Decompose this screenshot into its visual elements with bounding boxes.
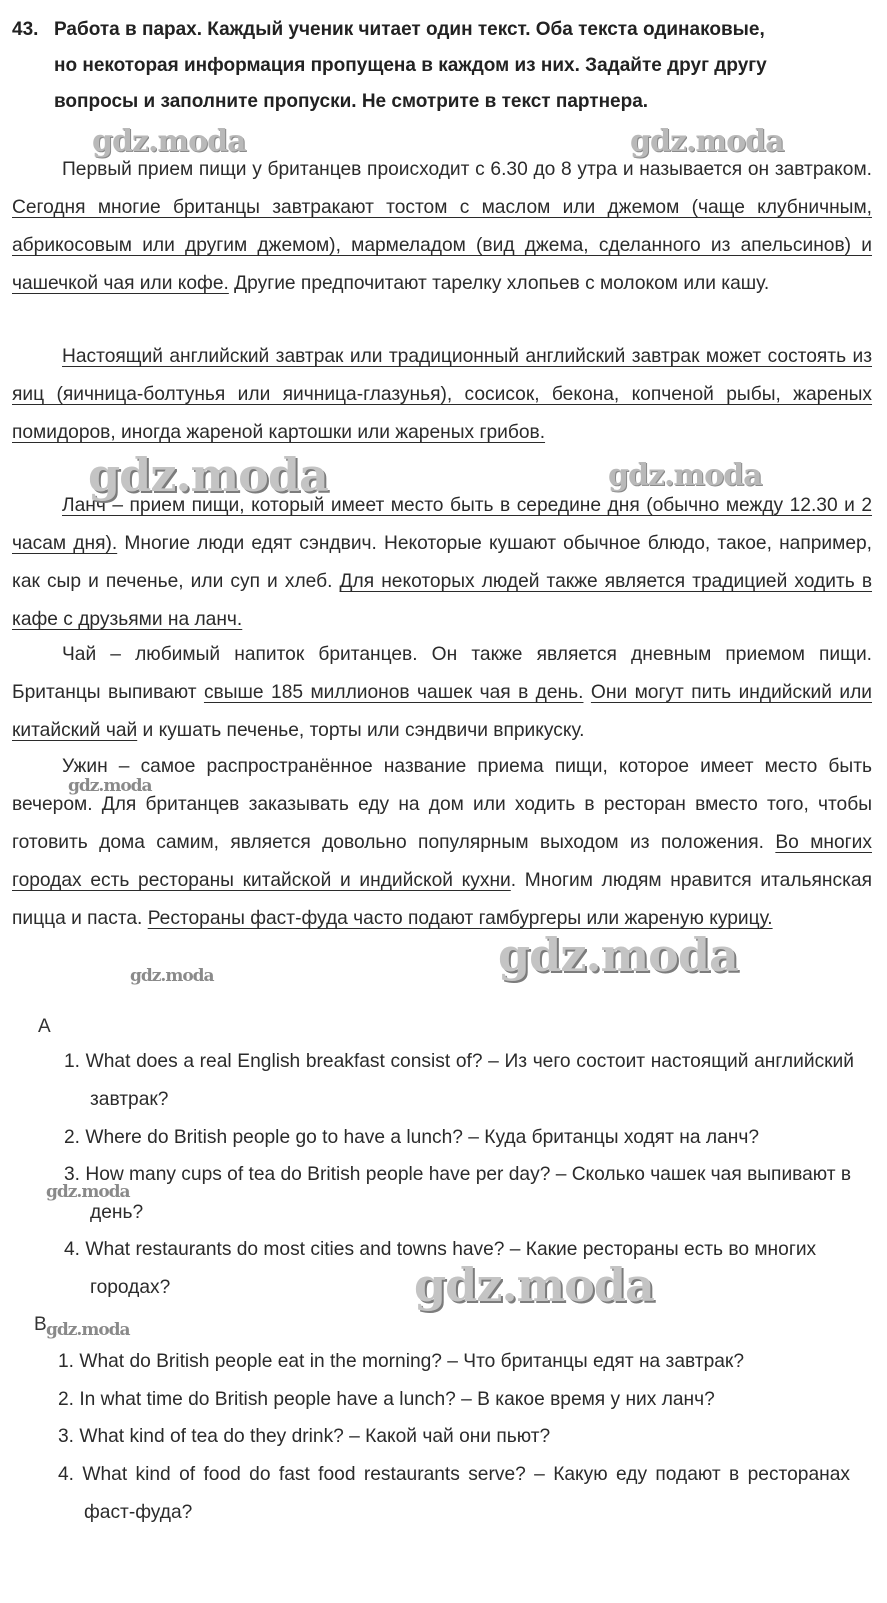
p3-underlined-2: Для некоторых людей также является традицией ходить в кафе с друзьями на ланч. xyxy=(12,571,873,630)
section-b-question-1: 1. What do British people eat in the morning? – Что британцы едят на завтрак? xyxy=(58,1351,744,1372)
section-b-question-3: 3. What kind of tea do they drink? – Какой чай они пьют? xyxy=(58,1426,551,1447)
watermark: gdz.moda xyxy=(608,458,762,493)
section-b-question-4: 4. What kind of food do fast food restaurants serve? – Какую еду подают в ресторанах фаст-фуда? xyxy=(58,1464,850,1523)
task-line-1: Работа в парах. Каждый ученик читает один текст. Оба текста одинаковые, xyxy=(54,19,765,40)
p5-text-2: . Многим людям нравится итальянская пицца и паста. xyxy=(12,870,872,929)
section-b-question-2: 2. In what time do British people have a lunch? – В какое время у них ланч? xyxy=(58,1389,715,1410)
watermark: gdz.moda xyxy=(414,1258,654,1312)
p4-underlined-1: свыше 185 миллионов чашек чая в день. xyxy=(203,682,584,703)
p2-underlined-1: Настоящий английский завтрак или традиционный английский завтрак может состоять из яиц (яичница-болтунья или яичница-глазунья), сосисок, бекона, копченой рыбы, жареных помидоров, иногда жареной картошки или жареных грибов. xyxy=(12,346,872,443)
paragraph-tea xyxy=(12,636,872,750)
p4-space xyxy=(583,682,590,703)
task-heading xyxy=(12,12,874,120)
watermark: gdz.moda xyxy=(46,1320,130,1340)
p4-text-1: Чай – любимый напиток британцев. Он также является дневным приемом пищи. Британцы выпивают xyxy=(12,644,872,703)
watermark: gdz.moda xyxy=(130,966,214,986)
task-line-3: вопросы и заполните пропуски. Не смотрите в текст партнера. xyxy=(54,91,649,112)
section-a-label: A xyxy=(38,1016,51,1037)
p5-underlined-2: Рестораны фаст-фуда часто подают гамбургеры или жареную курицу. xyxy=(147,908,773,929)
watermark: gdz.moda xyxy=(46,1182,130,1202)
section-a-question-4: 4. What restaurants do most cities and towns have? – Какие рестораны есть во многих городах? xyxy=(64,1239,817,1298)
paragraph-dinner xyxy=(12,748,872,938)
task-number: 43. xyxy=(12,19,39,40)
paragraph-breakfast xyxy=(12,151,872,303)
p1-underlined-1: Сегодня многие британцы завтракают тостом с маслом или джемом (чаще клубничным, абрикосовым или другим джемом), мармеладом (вид джема, сделанного из апельсинов) и чашечкой чая или кофе. xyxy=(12,197,872,294)
paragraph-lunch xyxy=(12,487,872,639)
section-a-question-2: 2. Where do British people go to have a lunch? – Куда британцы ходят на ланч? xyxy=(64,1127,759,1148)
p3-underlined-1: Ланч – прием пищи, который имеет место быть в середине дня (обычно между 12.30 и 2 часам дня). xyxy=(12,495,872,554)
watermark: gdz.moda xyxy=(88,448,328,502)
p1-text-2: Другие предпочитают тарелку хлопьев с молоком или кашу. xyxy=(228,273,770,294)
p4-underlined-2: Они могут пить индийский или китайский чай xyxy=(12,682,872,741)
section-a-question-3: 3. How many cups of tea do British people have per day? – Сколько чашек чая выпивают в день? xyxy=(64,1164,852,1223)
task-line-2: но некоторая информация пропущена в каждом из них. Задайте друг другу xyxy=(54,55,767,76)
watermark: gdz.moda xyxy=(68,776,152,796)
p4-text-3: и кушать печенье, торты или сэндвичи вприкуску. xyxy=(137,720,585,741)
section-b-label: B xyxy=(34,1314,47,1335)
section-a-question-1: 1. What does a real English breakfast consist of? – Из чего состоит настоящий английский завтрак? xyxy=(64,1051,854,1110)
watermark: gdz.moda xyxy=(498,928,738,982)
p1-text-1: Первый прием пищи у британцев происходит с 6.30 до 8 утра и называется он завтраком. xyxy=(62,159,872,180)
watermark: gdz.moda xyxy=(92,124,246,159)
paragraph-english-breakfast xyxy=(12,338,872,452)
p5-underlined-1: Во многих городах есть рестораны китайской и индийской кухни xyxy=(12,832,872,891)
watermark: gdz.moda xyxy=(630,124,784,159)
p5-text-1: Ужин – самое распространённое название приема пищи, которое имеет место быть вечером. Для британцев заказывать еду на дом или ходить в ресторан вместо того, чтобы готовить дома самим, является довольно популярным выходом из положения. xyxy=(12,756,872,853)
p3-text-1: Многие люди едят сэндвич. Некоторые кушают обычное блюдо, такое, например, как сыр и печенье, или суп и хлеб. xyxy=(12,533,872,592)
